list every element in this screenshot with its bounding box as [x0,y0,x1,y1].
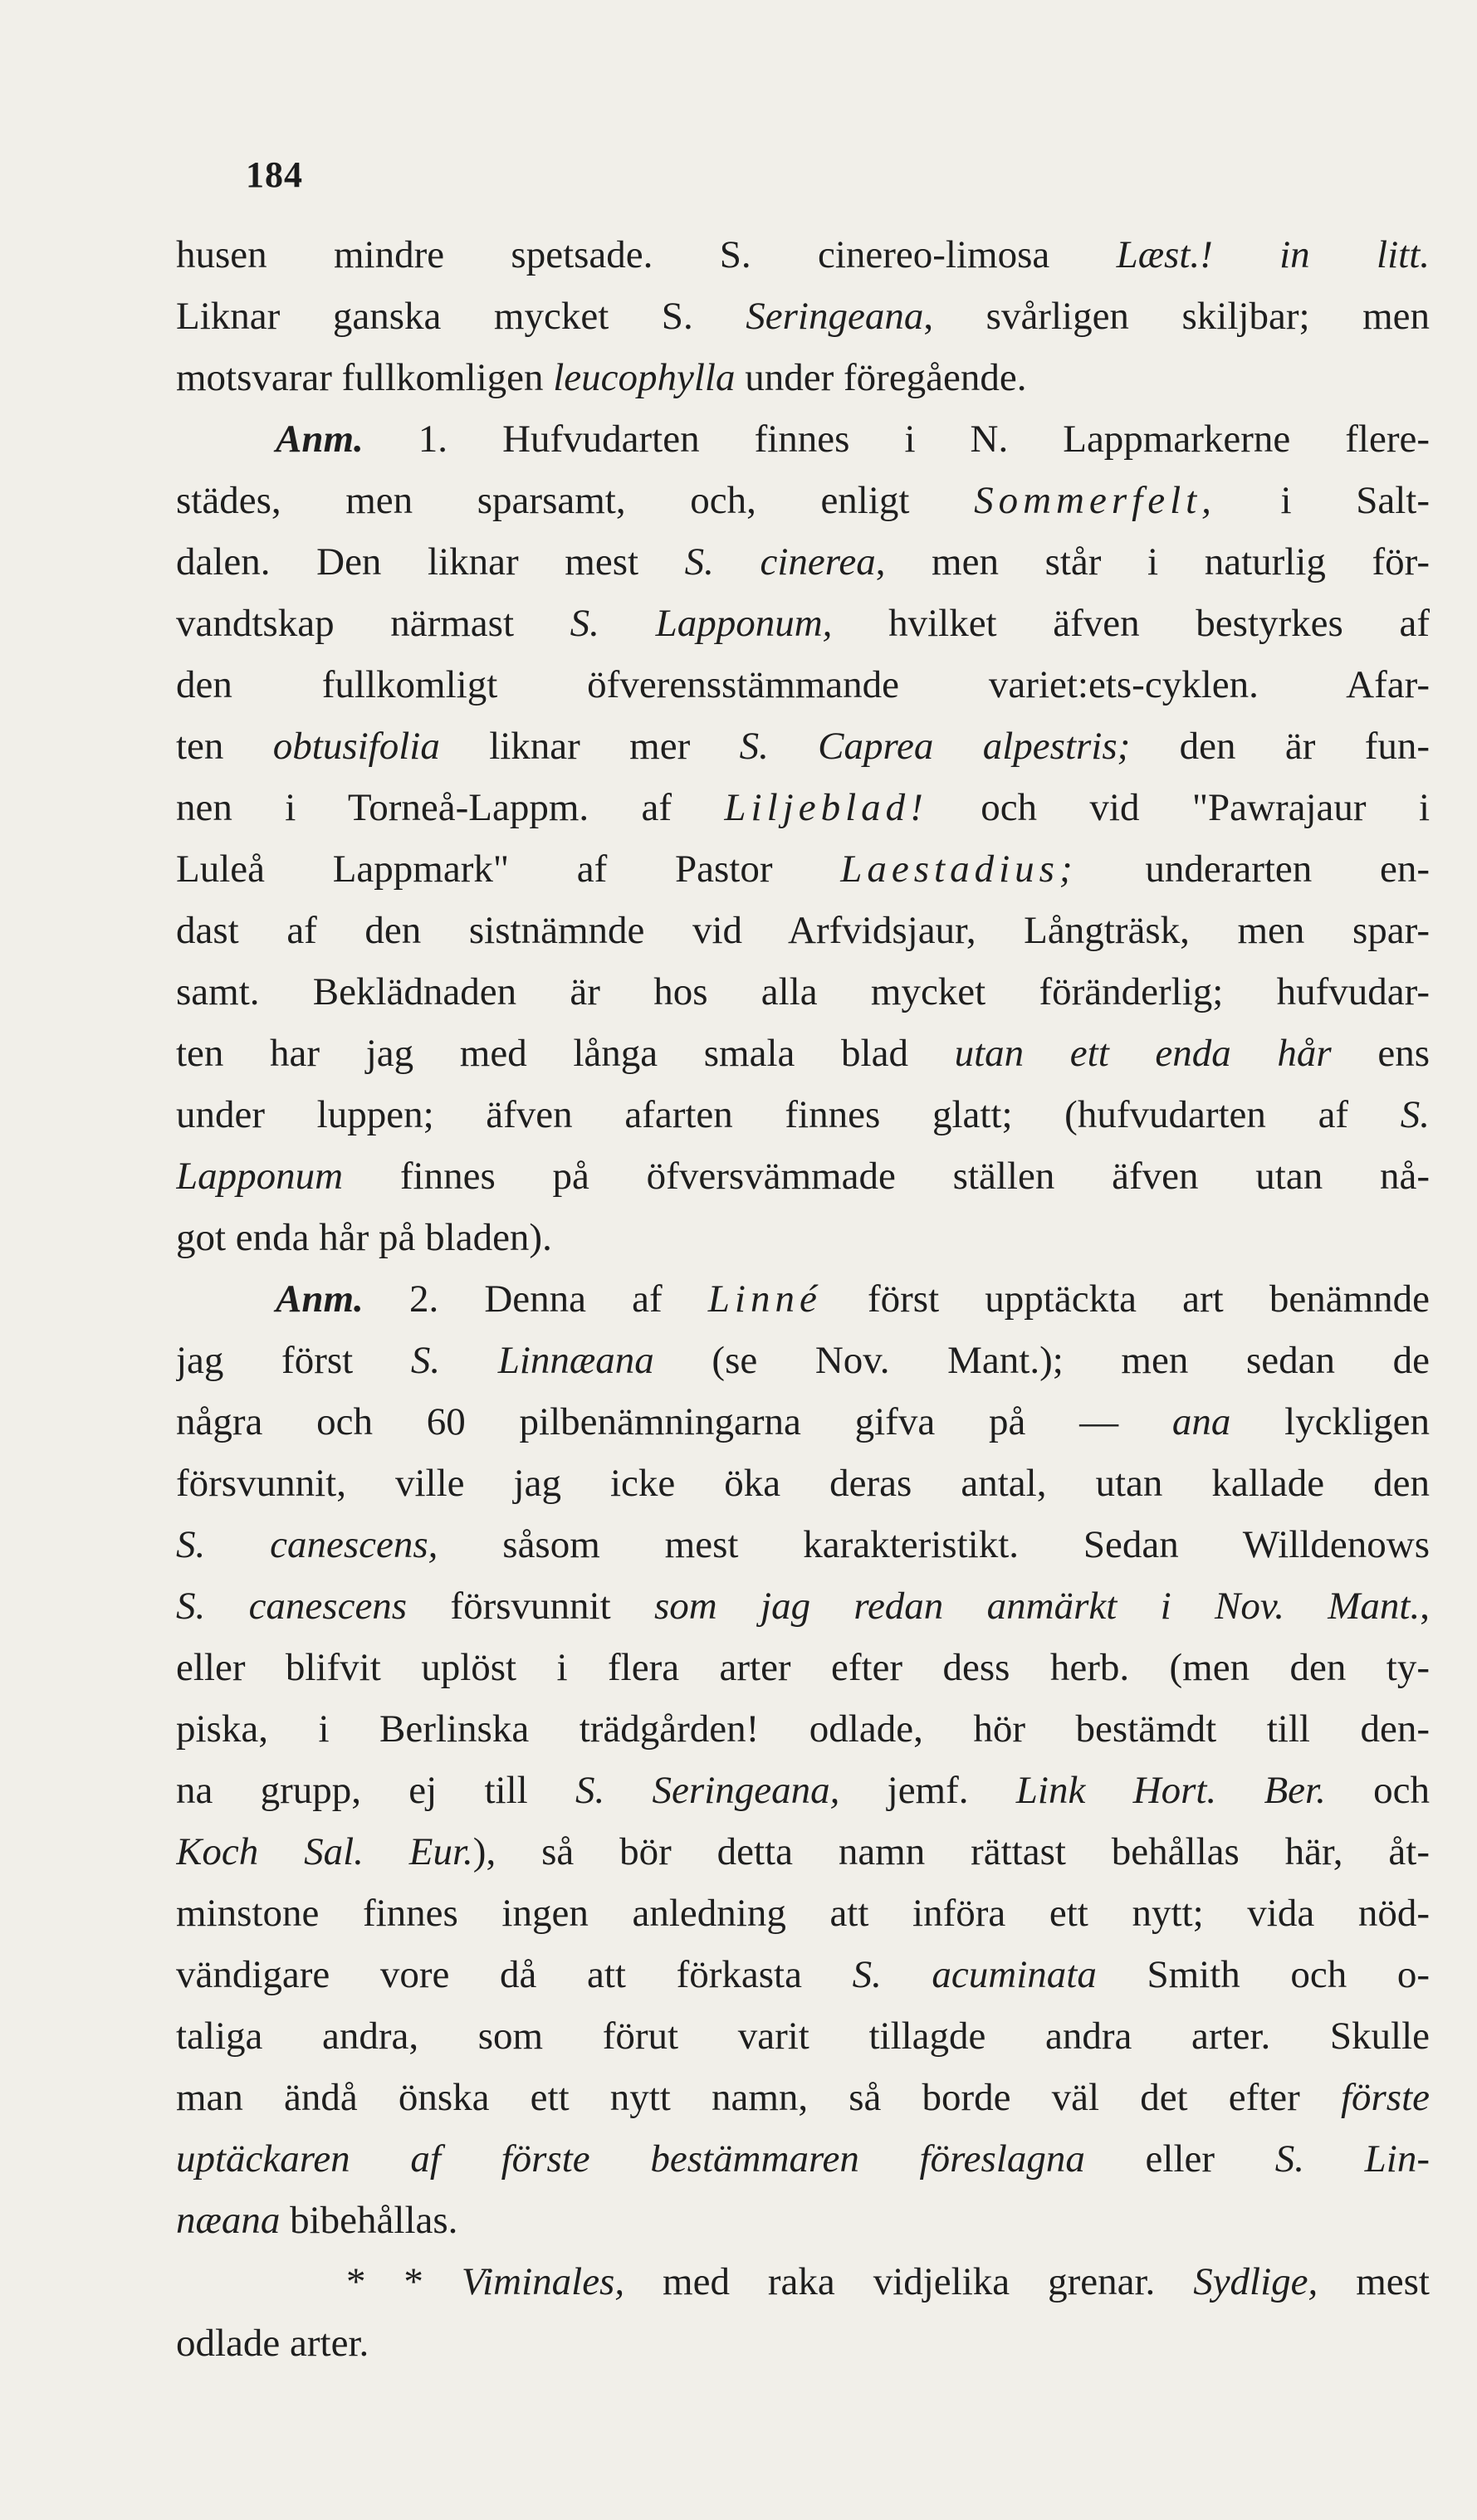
text-run: finnes på öfversvämmade ställen äfven utan nå- [343,1155,1430,1198]
text-run: uptäckaren af förste bestämmaren föreslagna [176,2137,1085,2181]
text-line [176,2005,1430,2067]
text-run: S. Lapponum, [570,602,833,645]
text-run: Smith och o- [1096,1953,1430,1996]
text-run: Linné [707,1277,822,1321]
text-line [176,1084,1430,1145]
text-run: Lapponum [176,1155,344,1198]
text-run: Luleå Lappmark" af Pastor [176,847,841,891]
text-run: eller [1084,2137,1275,2181]
text-run: S. canescens [176,1585,408,1628]
text-run: liknar mer [439,725,740,768]
text-run: S. acuminata [852,1953,1097,1996]
text-run: mest [1318,2260,1430,2303]
text-run: Viminales, [461,2260,625,2303]
text-line [176,838,1430,900]
text-run: , [1420,1585,1430,1628]
text-line [176,1821,1430,1883]
text-run: samt. Beklädnaden är hos alla mycket föränderlig; hufvudar- [176,970,1430,1013]
text-line [176,654,1430,715]
text-run: Sydlige, [1193,2260,1318,2303]
text-run: (se Nov. Mant.); men sedan de [653,1339,1430,1382]
text-run: ens [1331,1032,1430,1075]
text-run: jemf. [839,1769,1016,1812]
text-line [176,1944,1430,2005]
text-run: Liknar ganska mycket S. [176,295,746,338]
text-line [176,2190,1430,2251]
text-line [176,1575,1430,1637]
text-line [176,470,1430,531]
text-run: med raka vidjelika grenar. [624,2260,1194,2303]
text-run: , svårligen skiljbar; men [923,295,1430,338]
text-run: och [1325,1769,1430,1812]
text-run: försvunnit [407,1585,654,1628]
text-line [176,2251,1430,2312]
text-line [176,1145,1430,1207]
text-line [176,1207,1430,1268]
text-run: leucophylla [553,356,736,399]
text-run: Laestadius; [840,847,1078,891]
text-run: städes, men sparsamt, och, enligt [176,479,975,522]
text-run: jag först [176,1339,411,1382]
text-run: Anm. [276,418,364,461]
text-run: under luppen; äfven afarten finnes glatt; (hufvudarten af [176,1093,1401,1136]
text-run: underarten en- [1077,847,1430,891]
text-run: ana [1171,1400,1231,1443]
text-line [176,1883,1430,1944]
text-run: dast af den sistnämnde vid Arfvidsjaur, Långträsk, men spar- [176,909,1430,952]
text-line [176,347,1430,408]
text-run: Anm. [276,1277,364,1321]
page-number: 184 [246,154,303,195]
text-line [176,1268,1430,1330]
text-run: na grupp, ej till [176,1769,576,1812]
text-run: Liljeblad! [724,786,928,829]
text-run: den fullkomligt öfverensstämmande variet:ets-cyklen. Afar- [176,663,1430,706]
body-text [176,224,1430,2374]
text-run: vandtskap närmast [176,602,570,645]
text-run: Seringeana [746,295,924,338]
text-run: ten [176,725,273,768]
text-run: Læst.! in litt. [1116,233,1430,276]
text-run: husen mindre spetsade. S. cinereo-limosa [176,233,1117,276]
text-run: S. Linnæana [410,1339,654,1382]
text-run: den är fun- [1130,725,1430,768]
text-run: * * [346,2260,462,2303]
text-run: under föregående. [735,356,1027,399]
text-run: några och 60 pilbenämningarna gifva på — [176,1400,1172,1443]
text-run: S. Caprea alpestris; [739,725,1131,768]
text-run: i Salt- [1215,479,1430,522]
text-line [176,2128,1430,2190]
text-run: vändigare vore då att förkasta [176,1953,853,1996]
text-run: 1. Hufvudarten finnes i N. Lappmarkerne flere- [363,418,1430,461]
text-line [176,408,1430,470]
text-run: ), så bör detta namn rättast behållas här, åt- [472,1830,1430,1873]
text-run: Link Hort. Ber. [1015,1769,1326,1812]
text-run: nen i Torneå-Lappm. af [176,786,725,829]
text-run: 2. Denna af [363,1277,708,1321]
text-run: piska, i Berlinska trädgården! odlade, hör bestämdt till den- [176,1707,1430,1751]
text-line [176,1514,1430,1575]
text-run: næana [176,2199,281,2242]
text-run: förste [1340,2076,1430,2119]
text-run: odlade arter. [176,2322,369,2365]
text-run: eller blifvit uplöst i flera arter efter dess herb. (men den ty- [176,1646,1430,1689]
text-run: , men står i naturlig för- [875,540,1430,584]
text-run: got enda hår på bladen). [176,1216,552,1259]
text-run: hvilket äfven bestyrkes af [832,602,1430,645]
text-run: man ändå önska ett nytt namn, så borde väl det efter [176,2076,1341,2119]
text-line [176,531,1430,593]
text-line [176,900,1430,961]
text-run: taliga andra, som förut varit tillagde andra arter. Skulle [176,2015,1430,2058]
text-run: S. Lin- [1274,2137,1430,2181]
text-run: Sommerfelt, [974,479,1216,522]
text-line [176,777,1430,838]
text-run: först upptäckta art benämnde [821,1277,1430,1321]
text-run: S. canescens, [176,1523,438,1566]
text-line [176,715,1430,777]
text-line [176,961,1430,1023]
text-line [176,593,1430,654]
text-run: obtusifolia [272,725,440,768]
text-line [176,2067,1430,2128]
text-line [176,1330,1430,1391]
text-run: S. Seringeana, [575,1769,840,1812]
text-run: S. cinerea [684,540,876,584]
text-line [176,1391,1430,1453]
text-run: dalen. Den liknar mest [176,540,685,584]
text-run: försvunnit, ville jag icke öka deras antal, utan kallade den [176,1462,1430,1505]
text-line [176,224,1430,286]
text-run: ten har jag med långa smala blad [176,1032,955,1075]
text-run: och vid "Pawrajaur i [927,786,1430,829]
text-line [176,1023,1430,1084]
text-run: såsom mest karakteristikt. Sedan Willdenows [438,1523,1430,1566]
text-run: utan ett enda hår [954,1032,1332,1075]
text-run: Koch Sal. Eur. [176,1830,473,1873]
text-run: motsvarar fullkomligen [176,356,554,399]
text-line [176,2312,1430,2374]
text-line [176,1453,1430,1514]
text-run: S. [1400,1093,1430,1136]
text-line [176,1760,1430,1821]
text-run: bibehållas. [280,2199,458,2242]
text-line [176,1637,1430,1698]
text-line [176,1698,1430,1760]
text-run: lyckligen [1230,1400,1430,1443]
text-line [176,286,1430,347]
text-run: som jag redan anmärkt i Nov. Mant. [653,1585,1421,1628]
text-run: minstone finnes ingen anledning att införa ett nytt; vida nöd- [176,1892,1430,1935]
